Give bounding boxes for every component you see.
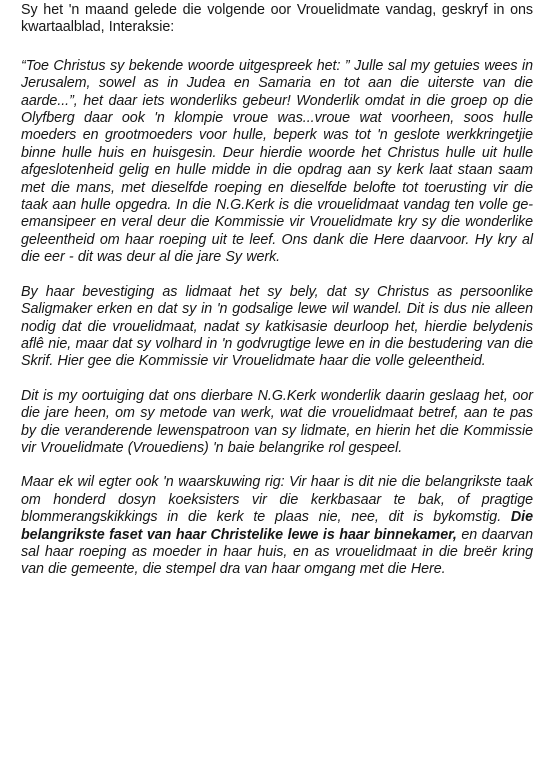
intro-paragraph: Sy het 'n maand gelede die volgende oor Vrouelidmate vandag, geskryf in ons kwartaalblad, Interaksie: [21,2,533,36]
document-page [21,2,533,579]
warning-bold-text: Die belangrikste faset van haar Christelike lewe is haar binnekamer, [21,509,533,543]
confession-paragraph: By haar bevestiging as lidmaat het sy bely, dat sy Christus as persoonlike Saligmaker erken en dat sy in 'n godsalige lewe wil wandel. Dit is dus nie alleen nodig dat die vrouelidmaat, nadat sy katkisasie deurloop het, hierdie belydenis aflê nie, maar dat sy volhard in 'n godvrugtige lewe en in die bestudering van die Skrif. Hier gee die Kommissie vir Vrouelidmate haar die volle geleentheid. [21,283,533,370]
warning-paragraph [21,474,533,578]
quote-paragraph: “Toe Christus sy bekende woorde uitgespreek het: ” Julle sal my getuies wees in Jerusalem, sowel as in Judea en Samaria en tot aan die uiterste van die aarde...”, het daar iets wonderliks gebeur! Wonderlik omdat in die groep op die Olyfberg daar ook 'n klompie vroue was...vroue wat voorheen, soos hulle moeders en grootmoeders voor hulle, beperk was tot 'n geslote werkkringetjie binne hulle huis en huisgesin. Deur hierdie woorde het Christus hulle uit hulle afgeslotenheid gelig en hulle midde in die opdrag aan sy kerk laat staan saam met die mans, met dieselfde roeping en dieselfde belofte tot toerusting vir die taak aan hulle opgedra. In die N.G.Kerk is die vrouelidmaat vandag ten volle ge-emansipeer en veral deur die Kommissie vir Vrouelidmate kry sy die wonderlike geleentheid om haar roeping uit te leef. Ons dank die Here daarvoor. Hy kry al die eer - dit was deur al die jare Sy werk. [21,57,533,266]
church-method-paragraph: Dit is my oortuiging dat ons dierbare N.G.Kerk wonderlik daarin geslaag het, oor die jare heen, om sy metode van werk, wat die vrouelidmaat betref, aan te pas by die veranderende lewenspatroon van sy lidmate, en hierin het die Kommissie vir Vrouelidmate (Vrouediens) 'n baie belangrike rol gespeel. [21,387,533,456]
warning-text-end: en daarvan sal haar roeping as moeder in haar huis, en as vrouelidmaat in die breër kring van die gemeente, die stempel dra van haar omgang met die Here. [21,526,533,578]
warning-text-start: Maar ek wil egter ook 'n waarskuwing rig: Vir haar is dit nie die belangrikste taak om honderd dosyn koeksisters vir die kerkbasaar te bak, of pragtige blommerangskikkings in die kerk te plaas nie, nee, dit is bykomstig. [21,474,533,526]
